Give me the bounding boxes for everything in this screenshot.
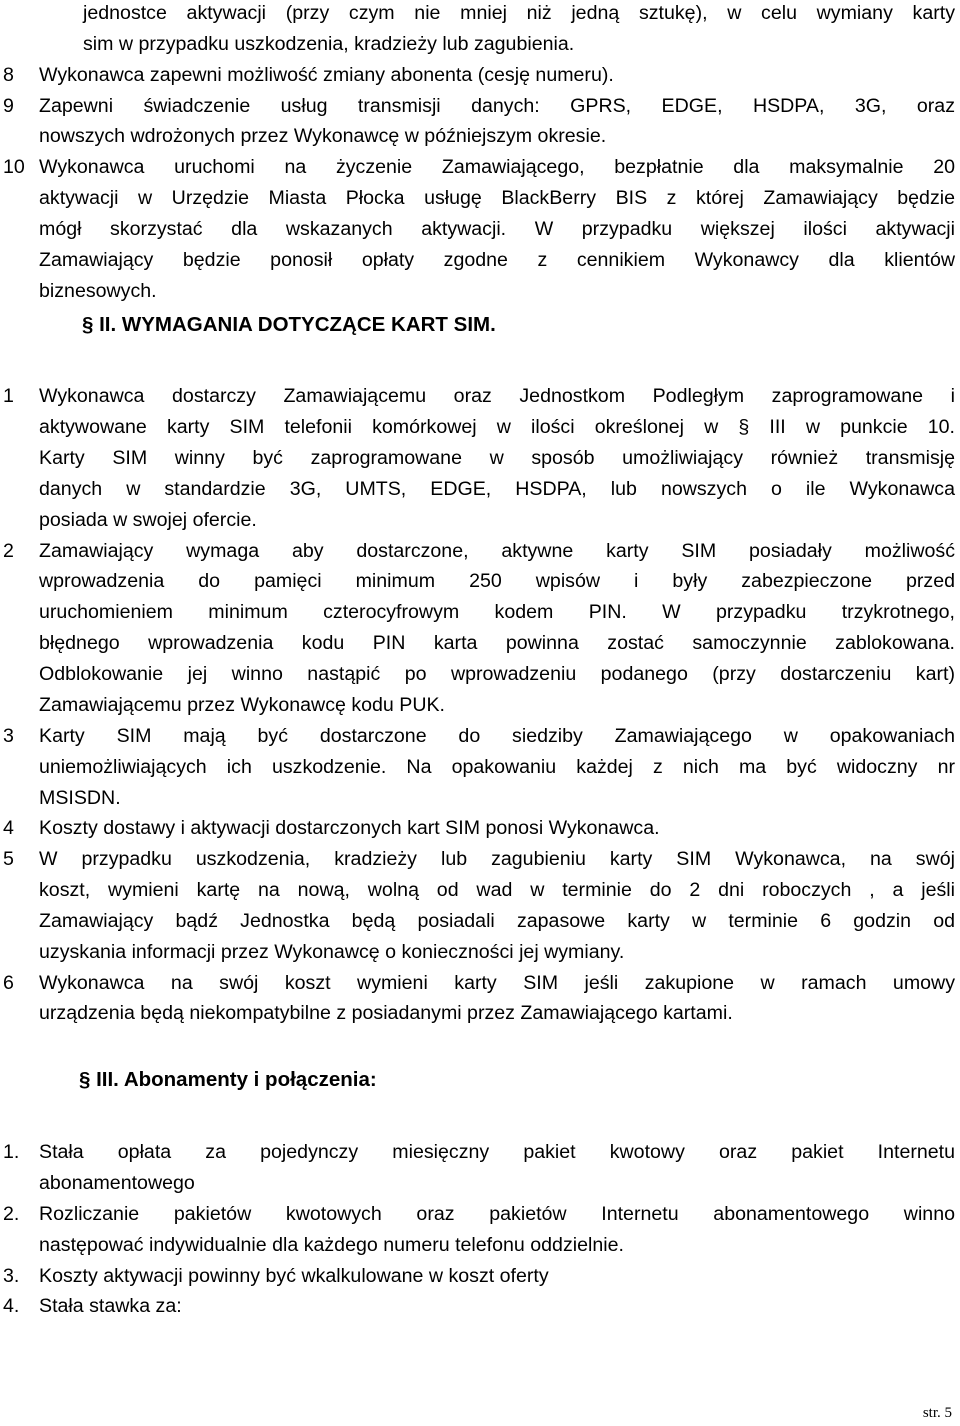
text-line: abonamentowego (39, 1172, 195, 1194)
text-line: Koszty aktywacji powinny być wkalkulowane w koszt oferty (39, 1265, 549, 1287)
text-line: MSISDN. (39, 787, 121, 809)
text-line: Zamawiający będzie ponosił opłaty zgodne z cennikiem Wykonawcy dla klientów (39, 249, 955, 271)
text-line: urządzenia będą niekompatybilne z posiadanymi przez Zamawiającego kartami. (39, 1002, 733, 1024)
text-line: Wykonawca zapewni możliwość zmiany abonenta (cesję numeru). (39, 64, 614, 86)
text-line: uzyskania informacji przez Wykonawcę o konieczności jej wymiany. (39, 941, 625, 963)
text-line: danych w standardzie 3G, UMTS, EDGE, HSDPA, lub nowszych o ile Wykonawca (39, 478, 955, 500)
text-line: wprowadzenia do pamięci minimum 250 wpisów i były zabezpieczone przed (39, 570, 955, 592)
text-line: biznesowych. (39, 280, 157, 302)
text-line: Karty SIM mają być dostarczone do siedziby Zamawiającego w opakowaniach (39, 725, 955, 747)
text-line: Zamawiający wymaga aby dostarczone, aktywne karty SIM posiadały możliwość (39, 540, 955, 562)
item-number: 1 (3, 385, 14, 407)
item-number: 8 (3, 64, 14, 86)
text-line: koszt, wymieni kartę na nową, wolną od wad w terminie do 2 dni roboczych , a jeśli (39, 879, 955, 901)
text-line: następować indywidualnie dla każdego numeru telefonu oddzielnie. (39, 1234, 624, 1256)
text-line: posiada w swojej ofercie. (39, 509, 257, 531)
text-line: jednostce aktywacji (przy czym nie mniej niż jedną sztukę), w celu wymiany karty (83, 2, 955, 24)
item-number: 3. (3, 1265, 20, 1287)
item-number: 9 (3, 95, 14, 117)
text-line: Karty SIM winny być zaprogramowane w sposób umożliwiający również transmisję (39, 447, 955, 469)
text-line: Odblokowanie jej winno nastąpić po wprowadzeniu podanego (przy dostarczeniu kart) (39, 663, 955, 685)
text-line: Zamawiający bądź Jednostka będą posiadali zapasowe karty w terminie 6 godzin od (39, 910, 955, 932)
text-line: Koszty dostawy i aktywacji dostarczonych kart SIM ponosi Wykonawca. (39, 817, 660, 839)
item-number: 10 (3, 156, 25, 178)
item-number: 2. (3, 1203, 20, 1225)
item-number: 4. (3, 1295, 20, 1317)
item-number: 1. (3, 1141, 20, 1163)
text-line: uniemożliwiających ich uszkodzenie. Na opakowaniu każdej z nich ma być widoczny nr (39, 756, 955, 778)
text-line: Zapewni świadczenie usług transmisji danych: GPRS, EDGE, HSDPA, 3G, oraz (39, 95, 955, 117)
text-line: Zamawiającemu przez Wykonawcę kodu PUK. (39, 694, 446, 716)
section-heading: § III. Abonamenty i połączenia: (79, 1068, 377, 1091)
item-number: 2 (3, 540, 14, 562)
text-line: uruchomieniem minimum czterocyfrowym kodem PIN. W przypadku trzykrotnego, (39, 601, 955, 623)
text-line: Wykonawca na swój koszt wymieni karty SIM jeśli zakupione w ramach umowy (39, 972, 955, 994)
text-line: Wykonawca uruchomi na życzenie Zamawiającego, bezpłatnie dla maksymalnie 20 (39, 156, 955, 178)
text-line: W przypadku uszkodzenia, kradzieży lub zagubieniu karty SIM Wykonawca, na swój (39, 848, 955, 870)
text-line: Rozliczanie pakietów kwotowych oraz pakietów Internetu abonamentowego winno (39, 1203, 955, 1225)
section-heading: § II. WYMAGANIA DOTYCZĄCE KART SIM. (82, 313, 496, 336)
item-number: 6 (3, 972, 14, 994)
text-line: Stała opłata za pojedynczy miesięczny pakiet kwotowy oraz pakiet Internetu (39, 1141, 955, 1163)
text-line: Stała stawka za: (39, 1295, 182, 1317)
item-number: 4 (3, 817, 14, 839)
text-line: mógł skorzystać dla wskazanych aktywacji. W przypadku większej ilości aktywacji (39, 218, 955, 240)
item-number: 3 (3, 725, 14, 747)
text-line: błędnego wprowadzenia kodu PIN karta powinna zostać samoczynnie zablokowana. (39, 632, 955, 654)
text-line: sim w przypadku uszkodzenia, kradzieży lub zagubienia. (83, 33, 575, 55)
item-number: 5 (3, 848, 14, 870)
text-line: aktywowane karty SIM telefonii komórkowej w ilości określonej w § III w punkcie 10. (39, 416, 955, 438)
text-line: aktywacji w Urzędzie Miasta Płocka usługę BlackBerry BIS z której Zamawiający będzie (39, 187, 955, 209)
text-line: nowszych wdrożonych przez Wykonawcę w późniejszym okresie. (39, 125, 607, 147)
page-number: str. 5 (922, 1405, 952, 1421)
text-line: Wykonawca dostarczy Zamawiającemu oraz Jednostkom Podległym zaprogramowane i (39, 385, 955, 407)
